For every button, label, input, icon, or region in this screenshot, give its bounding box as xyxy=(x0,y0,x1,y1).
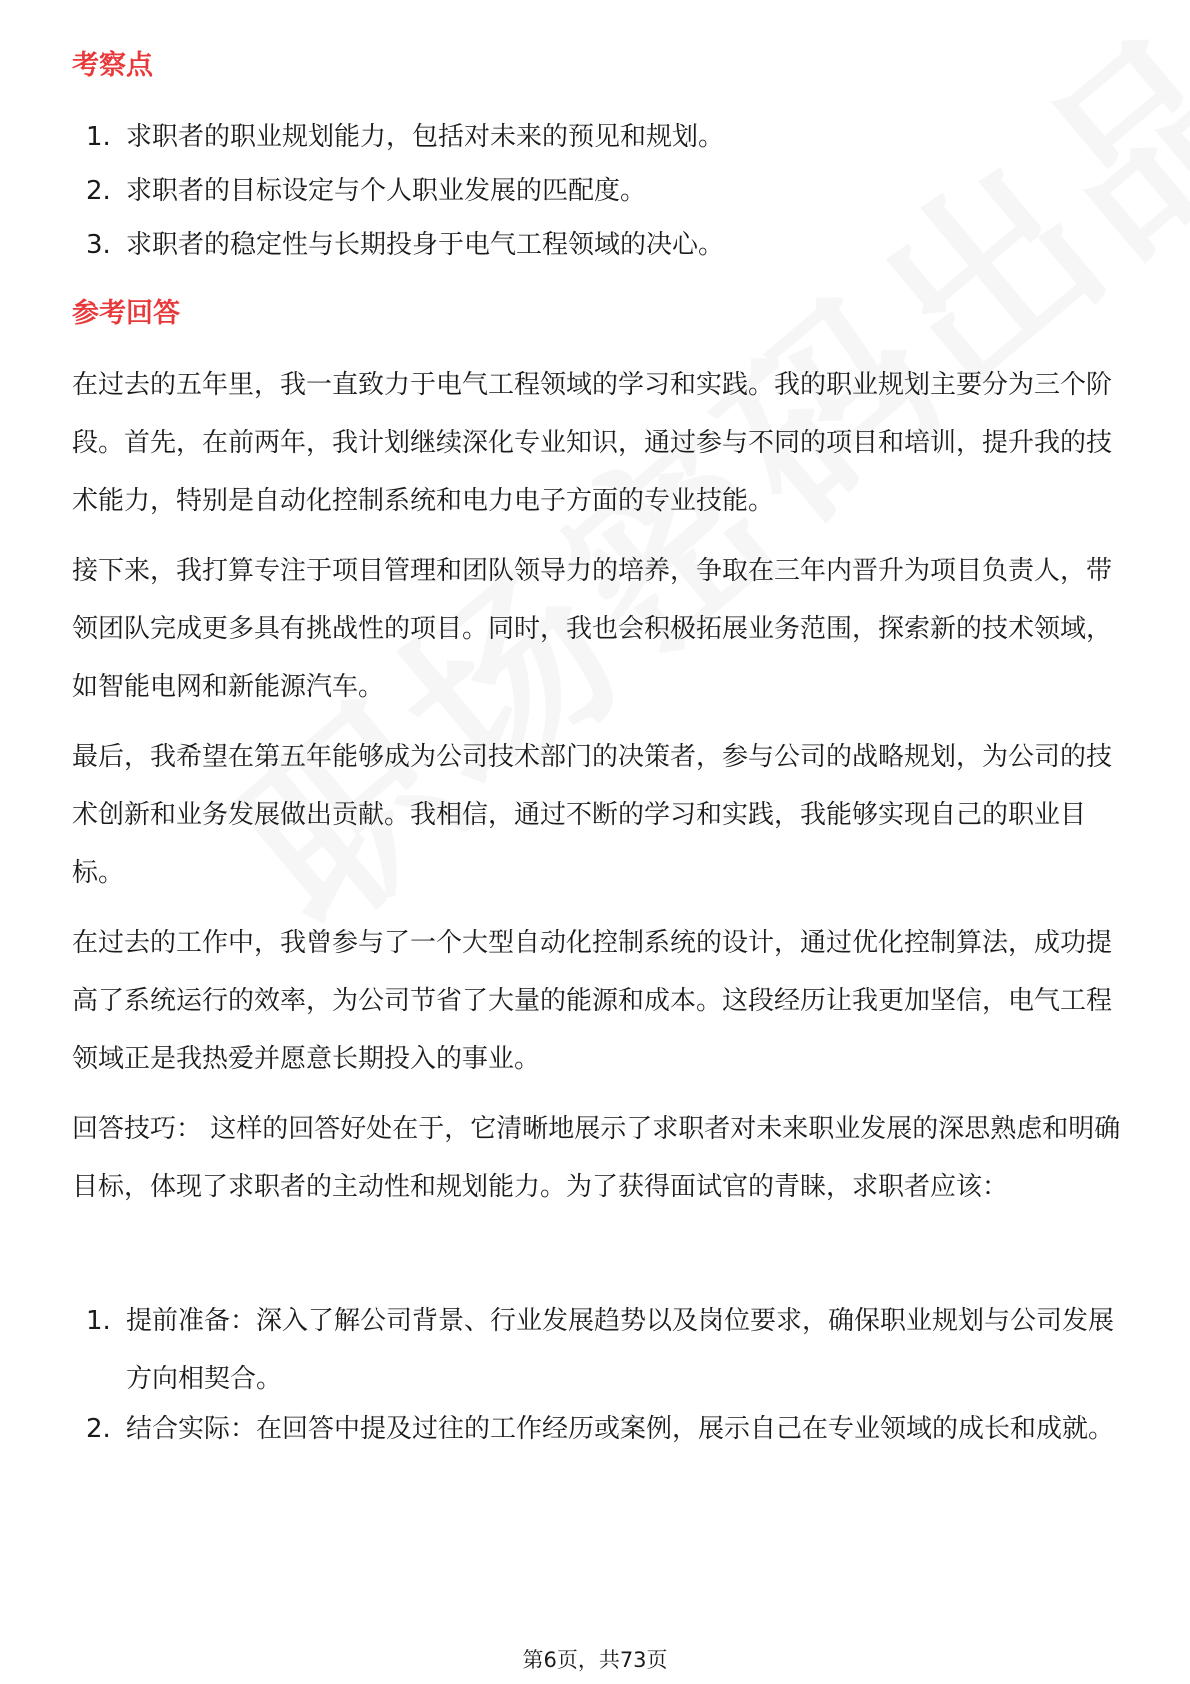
list-item xyxy=(72,1400,1122,1458)
answer-tips-paragraph: 回答技巧： 这样的回答好处在于，它清晰地展示了求职者对未来职业发展的深思熟虑和明确目标，体现了求职者的主动性和规划能力。为了获得面试官的青睐，求职者应该： xyxy=(72,1114,1121,1202)
answer-paragraph: 在过去的工作中，我曾参与了一个大型自动化控制系统的设计，通过优化控制算法，成功提高了系统运行的效率，为公司节省了大量的能源和成本。这段经历让我更加坚信，电气工程领域正是我热爱并愿意长期投入的事业。 xyxy=(72,928,1113,1074)
list-item-number: 3. xyxy=(86,230,111,260)
list-item-number: 1. xyxy=(86,122,111,152)
list-item-number: 2. xyxy=(86,176,111,206)
answer-paragraph: 接下来，我打算专注于项目管理和团队领导力的培养，争取在三年内晋升为项目负责人，带领团队完成更多具有挑战性的项目。同时，我也会积极拓展业务范围，探索新的技术领域，如智能电网和新能源汽车。 xyxy=(72,556,1113,702)
list-item xyxy=(72,108,1122,166)
list-item xyxy=(72,1292,1122,1408)
list-item-text: 求职者的目标设定与个人职业发展的匹配度。 xyxy=(126,176,647,206)
list-item-text: 求职者的职业规划能力，包括对未来的预见和规划。 xyxy=(126,122,725,152)
page-number: 第6页，共73页 xyxy=(522,1648,668,1672)
list-item-text: 求职者的稳定性与长期投身于电气工程领域的决心。 xyxy=(126,230,725,260)
list-item-number: 1. xyxy=(86,1306,111,1336)
answer-paragraph: 在过去的五年里，我一直致力于电气工程领域的学习和实践。我的职业规划主要分为三个阶段。首先，在前两年，我计划继续深化专业知识，通过参与不同的项目和培训，提升我的技术能力，特别是自动化控制系统和电力电子方面的专业技能。 xyxy=(72,370,1113,516)
list-item xyxy=(72,162,1122,220)
list-item xyxy=(72,216,1122,274)
list-item-text: 结合实际：在回答中提及过往的工作经历或案例，展示自己在专业领域的成长和成就。 xyxy=(126,1414,1115,1444)
section-heading-reference-answer: 参考回答 xyxy=(72,298,180,329)
section-heading-exam-points: 考察点 xyxy=(72,50,153,81)
list-item-number: 2. xyxy=(86,1414,111,1444)
list-item-text: 提前准备：深入了解公司背景、行业发展趋势以及岗位要求，确保职业规划与公司发展方向相契合。 xyxy=(126,1306,1115,1394)
answer-paragraph: 最后，我希望在第五年能够成为公司技术部门的决策者，参与公司的战略规划，为公司的技术创新和业务发展做出贡献。我相信，通过不断的学习和实践，我能够实现自己的职业目标。 xyxy=(72,742,1113,888)
